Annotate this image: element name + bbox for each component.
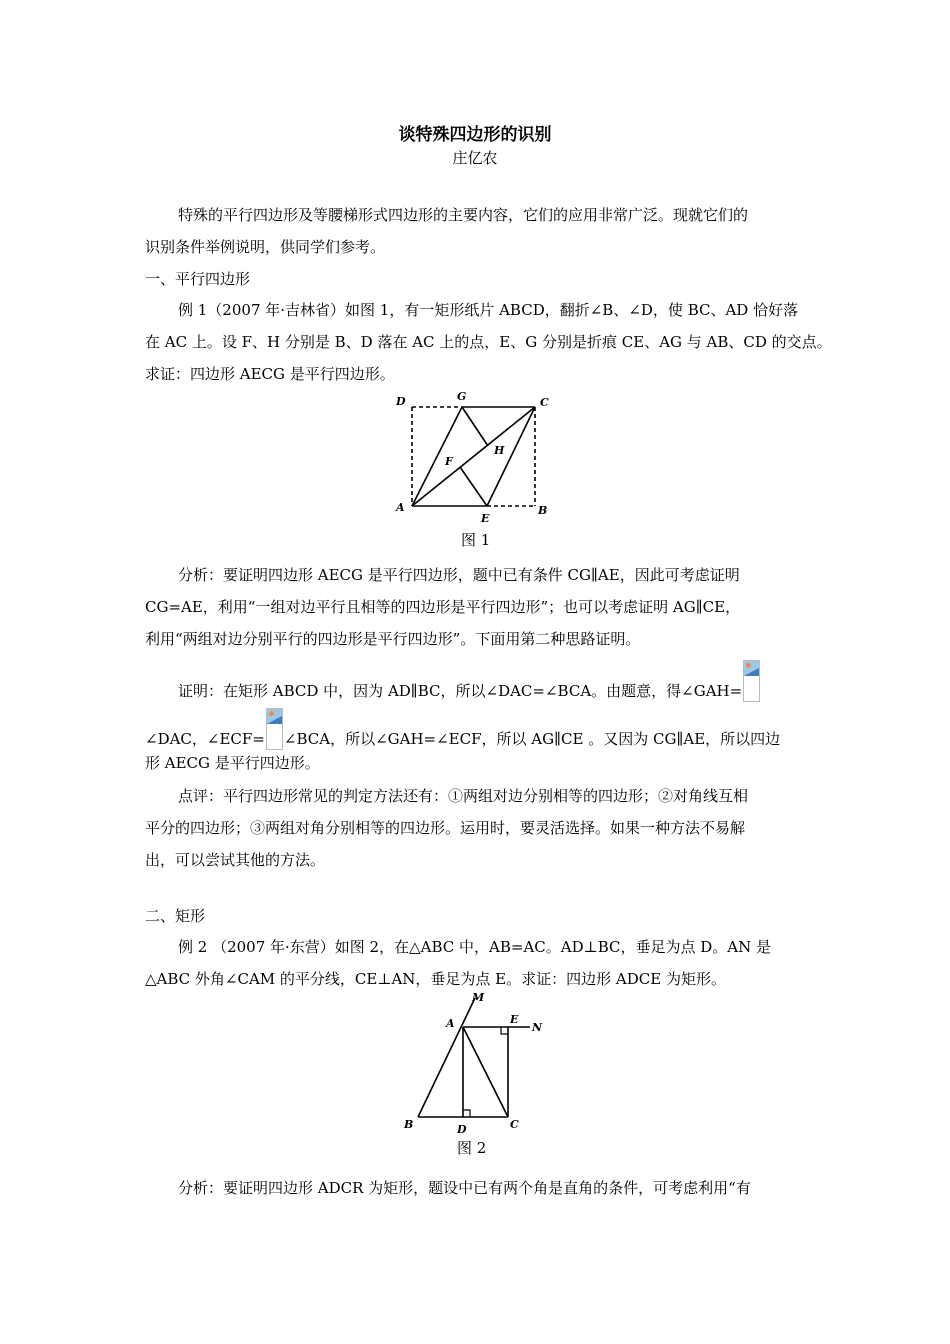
section-heading: 二、矩形: [145, 907, 206, 925]
proof-line: [178, 660, 815, 702]
broken-image-icon: [266, 708, 283, 750]
label-c: C: [540, 396, 549, 409]
label-g: G: [457, 390, 467, 403]
section-heading: 一、平行四边形: [145, 270, 251, 288]
label-b: B: [404, 1118, 414, 1131]
figure-2-caption: 图 2: [457, 1139, 487, 1157]
analysis-line: 利用“两组对边分别平行的四边形是平行四边形”。下面用第二种思路证明。: [145, 630, 641, 648]
example-line: 在 AC 上。设 F、H 分别是 B、D 落在 AC 上的点，E、G 分别是折痕 CE、AG 与 AB、CD 的交点。: [145, 333, 832, 351]
figure-1-diagram: [390, 388, 570, 523]
label-d: D: [396, 395, 406, 408]
analysis-line: 分析：要证明四边形 AECG 是平行四边形，题中已有条件 CG∥AE，因此可考虑证明: [178, 566, 740, 584]
label-m: M: [472, 992, 485, 1004]
broken-image-icon: [743, 660, 760, 702]
label-e: E: [510, 1013, 519, 1026]
proof-line: 形 AECG 是平行四边形。: [145, 754, 320, 772]
analysis-line: 分析：要证明四边形 ADCR 为矩形，题设中已有两个角是直角的条件，可考虑利用“有: [178, 1179, 751, 1197]
proof-text: 证明：在矩形 ABCD 中，因为 AD∥BC，所以∠DAC=∠BCA。由题意，得∠GAH=: [178, 682, 743, 700]
label-a: A: [446, 1017, 455, 1030]
comment-line: 出，可以尝试其他的方法。: [145, 851, 326, 869]
intro-line: 识别条件举例说明，供同学们参考。: [145, 238, 386, 256]
comment-line: 平分的四边形；③两组对角分别相等的四边形。运用时，要灵活选择。如果一种方法不易解: [145, 819, 746, 837]
example-line: 例 1（2007 年·吉林省）如图 1，有一矩形纸片 ABCD，翻折∠B、∠D，使 BC、AD 恰好落: [178, 301, 799, 319]
figure-2-diagram: [400, 992, 560, 1137]
label-a: A: [396, 501, 405, 514]
article-title: 谈特殊四边形的识别: [398, 125, 552, 145]
intro-line: 特殊的平行四边形及等腰梯形式四边形的主要内容，它们的应用非常广泛。现就它们的: [178, 206, 749, 224]
label-h: H: [494, 444, 505, 457]
proof-line: [145, 708, 815, 750]
example-line: 求证：四边形 AECG 是平行四边形。: [145, 365, 395, 383]
label-b: B: [538, 504, 548, 517]
proof-text: ∠BCA，所以∠GAH=∠ECF，所以 AG∥CE 。又因为 CG∥AE，所以四边: [283, 730, 781, 748]
example-line: 例 2 （2007 年·东营）如图 2，在△ABC 中，AB=AC。AD⊥BC，垂足为点 D。AN 是: [178, 938, 772, 956]
author-name: 庄亿农: [452, 149, 498, 167]
figure-1-caption: 图 1: [461, 531, 491, 549]
label-d: D: [457, 1123, 467, 1136]
example-line: △ABC 外角∠CAM 的平分线，CE⊥AN，垂足为点 E。求证：四边形 ADCE 为矩形。: [145, 970, 726, 988]
label-f: F: [445, 455, 453, 468]
label-n: N: [532, 1021, 543, 1034]
comment-line: 点评：平行四边形常见的判定方法还有：①两组对边分别相等的四边形；②对角线互相: [178, 787, 749, 805]
analysis-line: CG=AE，利用“一组对边平行且相等的四边形是平行四边形”；也可以考虑证明 AG∥CE，: [145, 598, 741, 616]
label-e: E: [481, 512, 490, 523]
proof-text: ∠DAC，∠ECF=: [145, 730, 265, 748]
label-c: C: [510, 1118, 519, 1131]
